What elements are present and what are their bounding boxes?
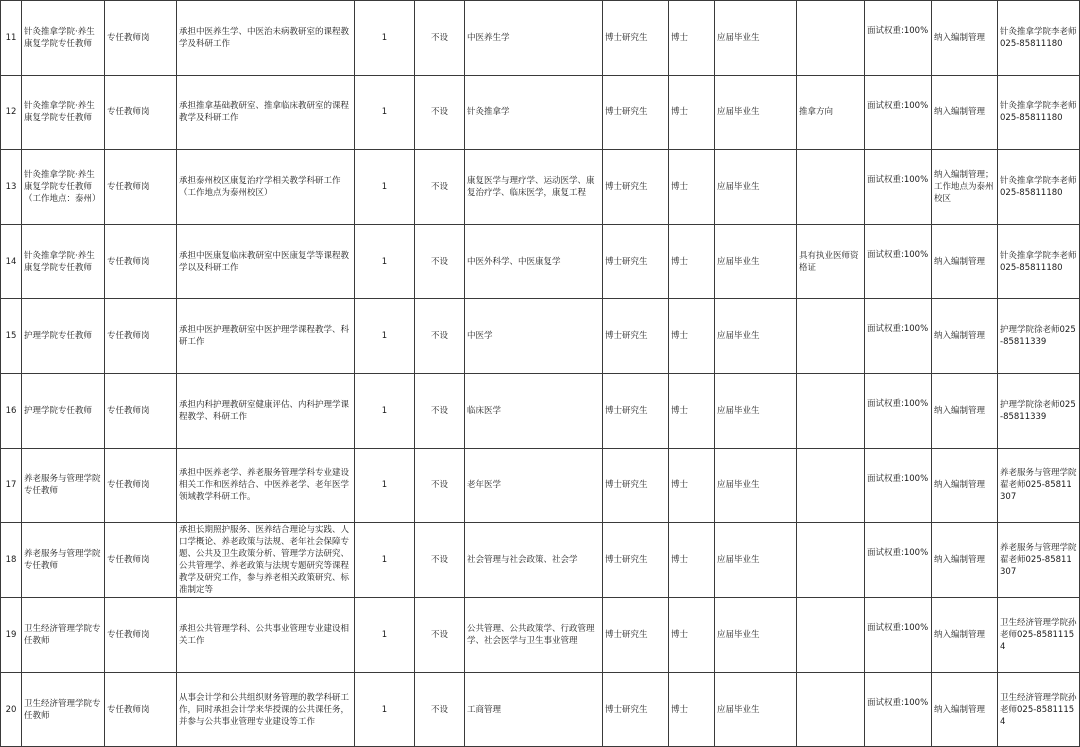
row-number: 15 xyxy=(1,299,22,374)
row-number: 13 xyxy=(1,150,22,225)
headcount: 1 xyxy=(355,1,415,76)
row-number: 16 xyxy=(1,373,22,448)
staffing: 纳入编制管理 xyxy=(932,672,998,747)
exam-method: 面试权重:100% xyxy=(865,373,932,448)
staffing: 纳入编制管理；工作地点为泰州校区 xyxy=(932,150,998,225)
open-ratio: 不设 xyxy=(415,373,465,448)
major-requirement: 公共管理、公共政策学、行政管理学、社会医学与卫生事业管理 xyxy=(465,598,603,673)
education: 博士研究生 xyxy=(603,598,669,673)
exam-method: 面试权重:100% xyxy=(865,299,932,374)
post-type: 专任教师岗 xyxy=(105,75,177,150)
exam-method: 面试权重:100% xyxy=(865,150,932,225)
hiring-unit: 护理学院专任教师 xyxy=(22,299,105,374)
post-type: 专任教师岗 xyxy=(105,150,177,225)
headcount: 1 xyxy=(355,448,415,523)
table-row xyxy=(1,523,1080,598)
major-requirement: 康复医学与理疗学、运动医学、康复治疗学、临床医学，康复工程 xyxy=(465,150,603,225)
other-requirement xyxy=(797,299,865,374)
staffing: 纳入编制管理 xyxy=(932,299,998,374)
exam-method: 面试权重:100% xyxy=(865,1,932,76)
open-ratio: 不设 xyxy=(415,598,465,673)
table-row xyxy=(1,75,1080,150)
other-requirement: 推拿方向 xyxy=(797,75,865,150)
headcount: 1 xyxy=(355,523,415,598)
candidate-source: 应届毕业生 xyxy=(715,1,797,76)
job-duty: 承担内科护理教研室健康评估、内科护理学课程教学、科研工作 xyxy=(177,373,355,448)
candidate-source: 应届毕业生 xyxy=(715,150,797,225)
major-requirement: 社会管理与社会政策、社会学 xyxy=(465,523,603,598)
education: 博士研究生 xyxy=(603,373,669,448)
open-ratio: 不设 xyxy=(415,448,465,523)
education: 博士研究生 xyxy=(603,523,669,598)
candidate-source: 应届毕业生 xyxy=(715,598,797,673)
education: 博士研究生 xyxy=(603,150,669,225)
hiring-unit: 针灸推拿学院·养生康复学院专任教师 xyxy=(22,1,105,76)
hiring-unit: 养老服务与管理学院专任教师 xyxy=(22,523,105,598)
job-duty: 承担泰州校区康复治疗学相关教学科研工作（工作地点为泰州校区） xyxy=(177,150,355,225)
table-row xyxy=(1,1,1080,76)
headcount: 1 xyxy=(355,672,415,747)
candidate-source: 应届毕业生 xyxy=(715,523,797,598)
staffing: 纳入编制管理 xyxy=(932,373,998,448)
other-requirement xyxy=(797,373,865,448)
row-number: 19 xyxy=(1,598,22,673)
hiring-unit: 护理学院专任教师 xyxy=(22,373,105,448)
row-number: 17 xyxy=(1,448,22,523)
education: 博士研究生 xyxy=(603,299,669,374)
other-requirement xyxy=(797,1,865,76)
open-ratio: 不设 xyxy=(415,672,465,747)
major-requirement: 针灸推拿学 xyxy=(465,75,603,150)
candidate-source: 应届毕业生 xyxy=(715,448,797,523)
major-requirement: 临床医学 xyxy=(465,373,603,448)
job-duty: 承担中医护理教研室中医护理学课程教学、科研工作 xyxy=(177,299,355,374)
candidate-source: 应届毕业生 xyxy=(715,373,797,448)
headcount: 1 xyxy=(355,150,415,225)
exam-method: 面试权重:100% xyxy=(865,448,932,523)
major-requirement: 老年医学 xyxy=(465,448,603,523)
contact: 针灸推拿学院李老师025-85811180 xyxy=(998,224,1080,299)
contact: 养老服务与管理学院翟老师025-85811307 xyxy=(998,523,1080,598)
post-type: 专任教师岗 xyxy=(105,1,177,76)
open-ratio: 不设 xyxy=(415,523,465,598)
other-requirement: 具有执业医师资格证 xyxy=(797,224,865,299)
exam-method: 面试权重:100% xyxy=(865,75,932,150)
degree: 博士 xyxy=(669,1,715,76)
post-type: 专任教师岗 xyxy=(105,373,177,448)
degree: 博士 xyxy=(669,598,715,673)
staffing: 纳入编制管理 xyxy=(932,523,998,598)
major-requirement: 中医外科学、中医康复学 xyxy=(465,224,603,299)
job-duty: 承担推拿基础教研室、推拿临床教研室的课程教学及科研工作 xyxy=(177,75,355,150)
hiring-unit: 卫生经济管理学院专任教师 xyxy=(22,672,105,747)
candidate-source: 应届毕业生 xyxy=(715,224,797,299)
job-duty: 承担中医养老学、养老服务管理学科专业建设相关工作和医养结合、中医养老学、老年医学领域教学科研工作。 xyxy=(177,448,355,523)
exam-method: 面试权重:100% xyxy=(865,523,932,598)
candidate-source: 应届毕业生 xyxy=(715,299,797,374)
education: 博士研究生 xyxy=(603,672,669,747)
other-requirement xyxy=(797,672,865,747)
post-type: 专任教师岗 xyxy=(105,598,177,673)
hiring-unit: 针灸推拿学院·养生康复学院专任教师 xyxy=(22,224,105,299)
job-duty: 承担中医养生学、中医治未病教研室的课程教学及科研工作 xyxy=(177,1,355,76)
headcount: 1 xyxy=(355,598,415,673)
exam-method: 面试权重:100% xyxy=(865,672,932,747)
contact: 针灸推拿学院李老师025-85811180 xyxy=(998,150,1080,225)
post-type: 专任教师岗 xyxy=(105,523,177,598)
other-requirement xyxy=(797,598,865,673)
table-row xyxy=(1,448,1080,523)
post-type: 专任教师岗 xyxy=(105,448,177,523)
row-number: 14 xyxy=(1,224,22,299)
education: 博士研究生 xyxy=(603,75,669,150)
staffing: 纳入编制管理 xyxy=(932,75,998,150)
contact: 护理学院徐老师025-85811339 xyxy=(998,299,1080,374)
hiring-unit: 卫生经济管理学院专任教师 xyxy=(22,598,105,673)
job-duty: 从事会计学和公共组织财务管理的教学科研工作，同时承担会计学来华授课的公共课任务，并参与公共事业管理专业建设等工作 xyxy=(177,672,355,747)
table-row xyxy=(1,299,1080,374)
contact: 针灸推拿学院李老师025-85811180 xyxy=(998,1,1080,76)
exam-method: 面试权重:100% xyxy=(865,224,932,299)
education: 博士研究生 xyxy=(603,448,669,523)
open-ratio: 不设 xyxy=(415,75,465,150)
staffing: 纳入编制管理 xyxy=(932,448,998,523)
degree: 博士 xyxy=(669,299,715,374)
headcount: 1 xyxy=(355,299,415,374)
contact: 卫生经济管理学院孙老师025-85811154 xyxy=(998,672,1080,747)
major-requirement: 中医学 xyxy=(465,299,603,374)
headcount: 1 xyxy=(355,373,415,448)
degree: 博士 xyxy=(669,224,715,299)
table-row xyxy=(1,224,1080,299)
job-duty: 承担公共管理学科、公共事业管理专业建设相关工作 xyxy=(177,598,355,673)
degree: 博士 xyxy=(669,448,715,523)
open-ratio: 不设 xyxy=(415,150,465,225)
headcount: 1 xyxy=(355,75,415,150)
table-row xyxy=(1,598,1080,673)
table-row xyxy=(1,373,1080,448)
degree: 博士 xyxy=(669,373,715,448)
staffing: 纳入编制管理 xyxy=(932,598,998,673)
candidate-source: 应届毕业生 xyxy=(715,75,797,150)
other-requirement xyxy=(797,523,865,598)
open-ratio: 不设 xyxy=(415,224,465,299)
open-ratio: 不设 xyxy=(415,1,465,76)
staffing: 纳入编制管理 xyxy=(932,224,998,299)
contact: 针灸推拿学院李老师025-85811180 xyxy=(998,75,1080,150)
exam-method: 面试权重:100% xyxy=(865,598,932,673)
row-number: 12 xyxy=(1,75,22,150)
staffing: 纳入编制管理 xyxy=(932,1,998,76)
row-number: 18 xyxy=(1,523,22,598)
degree: 博士 xyxy=(669,75,715,150)
other-requirement xyxy=(797,150,865,225)
contact: 养老服务与管理学院翟老师025-85811307 xyxy=(998,448,1080,523)
contact: 护理学院徐老师025-85811339 xyxy=(998,373,1080,448)
open-ratio: 不设 xyxy=(415,299,465,374)
degree: 博士 xyxy=(669,150,715,225)
major-requirement: 工商管理 xyxy=(465,672,603,747)
hiring-unit: 针灸推拿学院·养生康复学院专任教师（工作地点：泰州） xyxy=(22,150,105,225)
education: 博士研究生 xyxy=(603,1,669,76)
post-type: 专任教师岗 xyxy=(105,672,177,747)
degree: 博士 xyxy=(669,672,715,747)
job-duty: 承担中医康复临床教研室中医康复学等课程教学以及科研工作 xyxy=(177,224,355,299)
hiring-unit: 养老服务与管理学院专任教师 xyxy=(22,448,105,523)
degree: 博士 xyxy=(669,523,715,598)
table-row xyxy=(1,150,1080,225)
hiring-unit: 针灸推拿学院·养生康复学院专任教师 xyxy=(22,75,105,150)
headcount: 1 xyxy=(355,224,415,299)
row-number: 20 xyxy=(1,672,22,747)
candidate-source: 应届毕业生 xyxy=(715,672,797,747)
contact: 卫生经济管理学院孙老师025-85811154 xyxy=(998,598,1080,673)
major-requirement: 中医养生学 xyxy=(465,1,603,76)
table-body xyxy=(1,1,1080,747)
job-duty: 承担长期照护服务、医养结合理论与实践、人口学概论、养老政策与法规、老年社会保障专题、公共及卫生政策分析、管理学方法研究、公共管理学、养老政策与法规专题研究等课程教学及研究工作，参与养老相关政策研究、标准制定等 xyxy=(177,523,355,598)
post-type: 专任教师岗 xyxy=(105,224,177,299)
education: 博士研究生 xyxy=(603,224,669,299)
row-number: 11 xyxy=(1,1,22,76)
other-requirement xyxy=(797,448,865,523)
post-type: 专任教师岗 xyxy=(105,299,177,374)
table-row xyxy=(1,672,1080,747)
